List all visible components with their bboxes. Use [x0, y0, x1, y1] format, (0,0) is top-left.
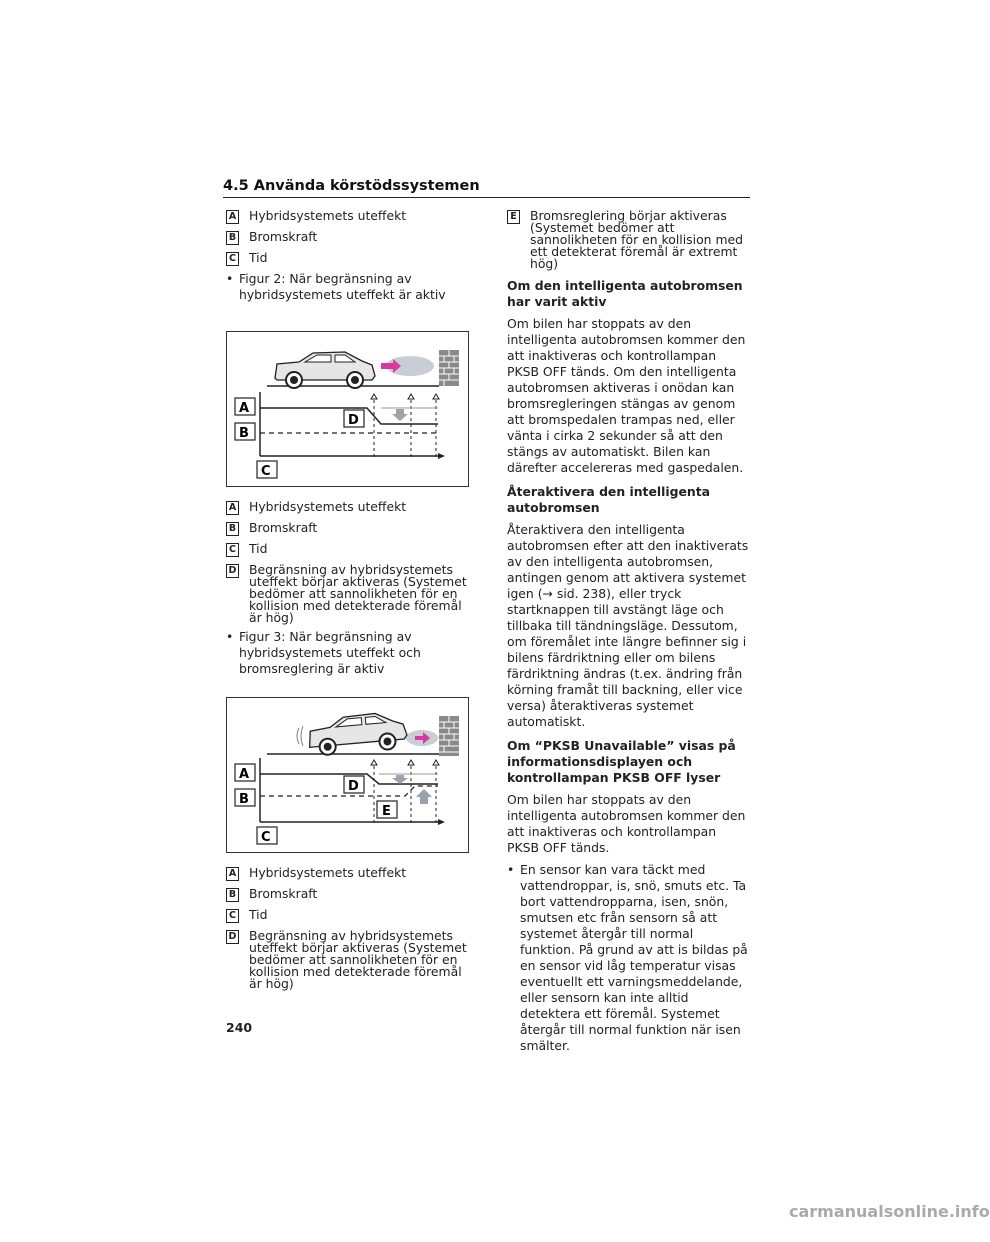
section-paragraph: Återaktivera den intelligenta autobromsen efter att den inaktiverats av den intelligenta autobromsen, antingen genom att aktivera systemet igen (→ sid. 238), eller tryck startknappen till avstängt läge och tillbaka till tändningsläge. Dessutom, om föremålet inte längre befinner sig i bilens färdriktning eller om bilens färdriktning ändras (t.ex. ändring från körning framåt till backning, eller vice versa) återaktiveras systemet automatiskt. — [507, 522, 749, 729]
timing-markers — [371, 394, 439, 399]
caption-text: Figur 2: När begränsning av hybridsystemets uteffekt är aktiv — [239, 271, 446, 302]
label-e: E — [382, 804, 391, 819]
section-heading: Om den intelligenta autobromsen har varit aktiv — [507, 278, 743, 309]
section-paragraph: Om bilen har stoppats av den intelligenta autobromsen kommer den att inaktiveras och kontrollampan PKSB OFF tänds. — [507, 792, 746, 855]
figure-3-caption — [226, 629, 471, 677]
bullet-dot: • — [226, 629, 234, 644]
key-box-d: D — [226, 930, 239, 944]
key-box-b: B — [226, 231, 239, 245]
label-d: D — [348, 413, 359, 428]
key-box-b: B — [226, 522, 239, 536]
figure-3 — [226, 697, 469, 853]
legend-text: Tid — [249, 541, 268, 556]
legend-text: Hybridsystemets uteffekt — [249, 499, 407, 514]
legend-text: Bromsreglering börjar aktiveras (Systemet bedömer att sannolikheten för en kollision med ett detekterat föremål är extremt hög) — [530, 208, 744, 271]
motion-lines — [297, 726, 303, 746]
label-a: A — [239, 401, 250, 416]
bullet-dot: • — [507, 862, 515, 877]
legend-text: Hybridsystemets uteffekt — [249, 865, 407, 880]
key-box-a: A — [226, 867, 239, 881]
page-number: 240 — [226, 1020, 253, 1035]
label-b: B — [239, 426, 249, 441]
legend-item-c — [226, 907, 471, 923]
legend-text: Begränsning av hybridsystemets uteffekt börjar aktiveras (Systemet bedömer att sannolikheten för en kollision med detekterade föremål är hög) — [249, 562, 467, 625]
reduction-arrow-icon — [392, 409, 408, 421]
legend-item-b — [226, 229, 471, 245]
legend-text: Bromskraft — [249, 886, 318, 901]
figure-2-diagram — [227, 332, 468, 486]
key-box-a: A — [226, 210, 239, 224]
legend-item-a — [226, 499, 471, 515]
section-heading: Återaktivera den intelligenta autobromsen — [507, 484, 710, 515]
car-icon — [307, 711, 408, 756]
brick-wall-icon — [439, 350, 459, 386]
legend-item-a — [226, 865, 471, 881]
key-box-a: A — [226, 501, 239, 515]
legend-text: Bromskraft — [249, 520, 318, 535]
label-c: C — [261, 464, 271, 479]
legend-item-b — [226, 886, 471, 902]
list-item — [507, 862, 752, 1054]
car-icon — [275, 352, 375, 388]
key-box-c: C — [226, 909, 239, 923]
label-a: A — [239, 767, 250, 782]
legend-group-1 — [226, 208, 471, 266]
section-paragraph: Om bilen har stoppats av den intelligenta autobromsen kommer den att inaktiveras och kontrollampan PKSB OFF tänds. Om den intelligenta autobromsen aktiveras i onödan kan bromsregleringen stängas av genom att bromspedalen trampas ned, eller vänta i cirka 2 sekunder så att den stängs av automatiskt. Bilen kan därefter accelereras med gaspedalen. — [507, 316, 746, 475]
left-column — [226, 208, 471, 995]
watermark: carmanualsonline.info — [789, 1202, 990, 1221]
legend-item-d — [226, 928, 471, 990]
legend-group-3 — [226, 865, 471, 990]
bullet-dot: • — [226, 271, 234, 286]
legend-text: Hybridsystemets uteffekt — [249, 208, 407, 223]
figure-2 — [226, 331, 469, 487]
page-header — [223, 178, 750, 198]
legend-text: Tid — [249, 250, 268, 265]
caption-text: Figur 3: När begränsning av hybridsystemets uteffekt och bromsreglering är aktiv — [239, 629, 421, 676]
key-box-d: D — [226, 564, 239, 578]
legend-item-a — [226, 208, 471, 224]
right-column — [507, 208, 752, 1060]
key-box-c: C — [226, 543, 239, 557]
section-heading: Om “PKSB Unavailable” visas på informationsdisplayen och kontrollampan PKSB OFF lyser — [507, 738, 736, 785]
legend-text: Bromskraft — [249, 229, 318, 244]
legend-text: Tid — [249, 907, 268, 922]
legend-item-c — [226, 250, 471, 266]
figure-2-caption — [226, 271, 471, 303]
legend-item-e — [507, 208, 752, 270]
timing-markers — [371, 760, 439, 765]
brake-increase-arrow-icon — [416, 789, 432, 804]
label-c: C — [261, 830, 271, 845]
label-d: D — [348, 779, 359, 794]
legend-item-b — [226, 520, 471, 536]
section-title: 4.5 Använda körstödssystemen — [223, 178, 480, 194]
key-box-b: B — [226, 888, 239, 902]
legend-text: Begränsning av hybridsystemets uteffekt börjar aktiveras (Systemet bedömer att sannolikheten för en kollision med detekterade föremål är hög) — [249, 928, 467, 991]
key-box-e: E — [507, 210, 520, 224]
legend-item-c — [226, 541, 471, 557]
bullet-text: En sensor kan vara täckt med vattendroppar, is, snö, smuts etc. Ta bort vattendropparna, isen, snön, smutsen etc från sensorn så att systemet återgår till normal funktion. På grund av att is bildas på en sensor vid låg temperatur visas eventuellt ett varningsmeddelande, eller sensorn kan inte alltid detektera ett föremål. Systemet återgår till normal funktion när isen smälter. — [520, 862, 748, 1053]
legend-group-2 — [226, 499, 471, 624]
reduction-arrow-icon — [392, 775, 408, 784]
key-box-c: C — [226, 252, 239, 266]
figure-3-diagram — [227, 698, 468, 852]
legend-item-d — [226, 562, 471, 624]
label-b: B — [239, 792, 249, 807]
brick-wall-icon — [439, 716, 459, 756]
